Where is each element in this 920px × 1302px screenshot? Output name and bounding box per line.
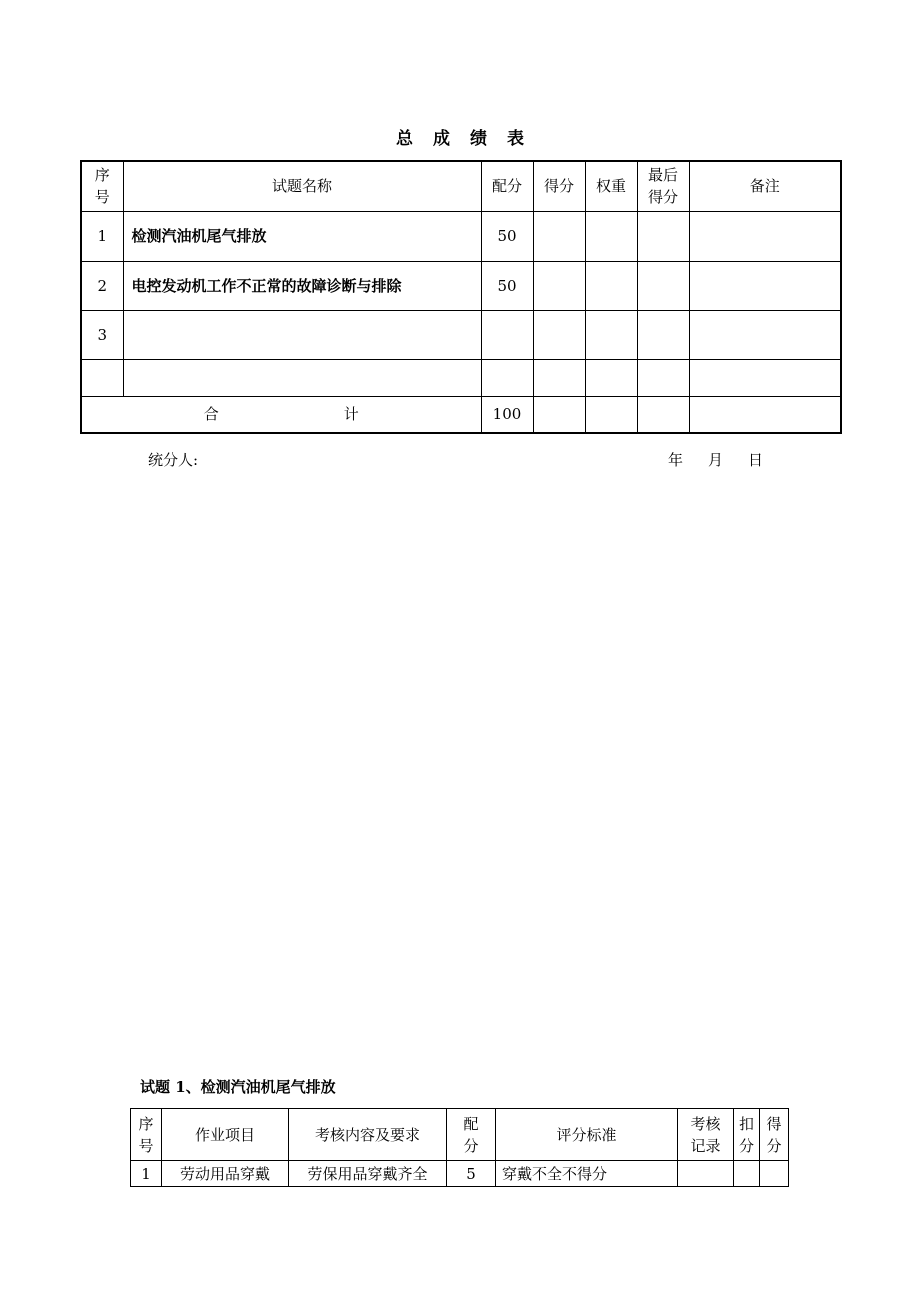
header-full-score: 配分 bbox=[481, 161, 533, 211]
row-score-cell[interactable] bbox=[533, 261, 585, 310]
title-char: 表 bbox=[507, 129, 524, 149]
row-name: 检测汽油机尾气排放 bbox=[123, 211, 481, 261]
row-score-cell[interactable] bbox=[533, 359, 585, 396]
detail-row-content: 劳保用品穿戴齐全 bbox=[289, 1161, 447, 1187]
total-final-cell[interactable] bbox=[637, 396, 689, 433]
detail-header-criteria: 评分标准 bbox=[496, 1109, 678, 1161]
detail-row-score-cell[interactable] bbox=[760, 1161, 789, 1187]
date-month: 月 bbox=[708, 451, 724, 469]
table-row bbox=[81, 310, 841, 359]
header-final-score: 最后 得分 bbox=[637, 161, 689, 211]
row-seq: 1 bbox=[81, 211, 123, 261]
row-weight-cell[interactable] bbox=[585, 211, 637, 261]
row-remark-cell[interactable] bbox=[689, 310, 841, 359]
table-row bbox=[81, 261, 841, 310]
row-seq bbox=[81, 359, 123, 396]
detail-row-item: 劳动用品穿戴 bbox=[162, 1161, 289, 1187]
row-weight-cell[interactable] bbox=[585, 261, 637, 310]
total-label: 合 计 bbox=[81, 396, 481, 433]
detail-row-deduct-cell[interactable] bbox=[734, 1161, 760, 1187]
detail-header-score: 得 分 bbox=[760, 1109, 789, 1161]
row-name: 电控发动机工作不正常的故障诊断与排除 bbox=[123, 261, 481, 310]
date-year: 年 bbox=[668, 451, 684, 469]
row-seq: 3 bbox=[81, 310, 123, 359]
row-name bbox=[123, 310, 481, 359]
row-full-score: 50 bbox=[481, 211, 533, 261]
detail-header-seq: 序 号 bbox=[131, 1109, 162, 1161]
row-final-cell[interactable] bbox=[637, 310, 689, 359]
detail-row-full-score: 5 bbox=[447, 1161, 496, 1187]
detail-header-full-score: 配 分 bbox=[447, 1109, 496, 1161]
row-score-cell[interactable] bbox=[533, 310, 585, 359]
total-remark-cell[interactable] bbox=[689, 396, 841, 433]
total-score-cell[interactable] bbox=[533, 396, 585, 433]
title-char: 绩 bbox=[470, 129, 487, 149]
total-row bbox=[81, 396, 841, 433]
total-full-score: 100 bbox=[481, 396, 533, 433]
row-weight-cell[interactable] bbox=[585, 359, 637, 396]
total-weight-cell[interactable] bbox=[585, 396, 637, 433]
detail-header-deduct: 扣 分 bbox=[734, 1109, 760, 1161]
row-full-score bbox=[481, 359, 533, 396]
detail-header-content: 考核内容及要求 bbox=[289, 1109, 447, 1161]
row-final-cell[interactable] bbox=[637, 211, 689, 261]
row-final-cell[interactable] bbox=[637, 261, 689, 310]
summary-title bbox=[0, 124, 920, 149]
row-seq: 2 bbox=[81, 261, 123, 310]
detail-row-criteria: 穿戴不全不得分 bbox=[496, 1161, 678, 1187]
header-remark: 备注 bbox=[689, 161, 841, 211]
detail-header-row bbox=[131, 1109, 789, 1161]
detail-title: 试题 1、检测汽油机尾气排放 bbox=[140, 1078, 336, 1096]
table-row bbox=[81, 211, 841, 261]
row-name bbox=[123, 359, 481, 396]
row-weight-cell[interactable] bbox=[585, 310, 637, 359]
detail-row-record-cell[interactable] bbox=[678, 1161, 734, 1187]
title-char: 总 bbox=[396, 129, 413, 149]
row-remark-cell[interactable] bbox=[689, 211, 841, 261]
table-row bbox=[131, 1161, 789, 1187]
table-row bbox=[81, 359, 841, 396]
header-seq: 序 号 bbox=[81, 161, 123, 211]
summary-table bbox=[80, 160, 842, 434]
row-full-score bbox=[481, 310, 533, 359]
summary-header-row bbox=[81, 161, 841, 211]
date-day: 日 bbox=[748, 451, 764, 469]
scorer-label: 统分人: bbox=[148, 451, 199, 469]
detail-table bbox=[130, 1108, 789, 1187]
row-remark-cell[interactable] bbox=[689, 261, 841, 310]
detail-row-seq: 1 bbox=[131, 1161, 162, 1187]
detail-header-item: 作业项目 bbox=[162, 1109, 289, 1161]
row-remark-cell[interactable] bbox=[689, 359, 841, 396]
header-score: 得分 bbox=[533, 161, 585, 211]
row-full-score: 50 bbox=[481, 261, 533, 310]
title-char: 成 bbox=[433, 129, 450, 149]
header-weight: 权重 bbox=[585, 161, 637, 211]
row-score-cell[interactable] bbox=[533, 211, 585, 261]
row-final-cell[interactable] bbox=[637, 359, 689, 396]
detail-header-record: 考核 记录 bbox=[678, 1109, 734, 1161]
header-name: 试题名称 bbox=[123, 161, 481, 211]
